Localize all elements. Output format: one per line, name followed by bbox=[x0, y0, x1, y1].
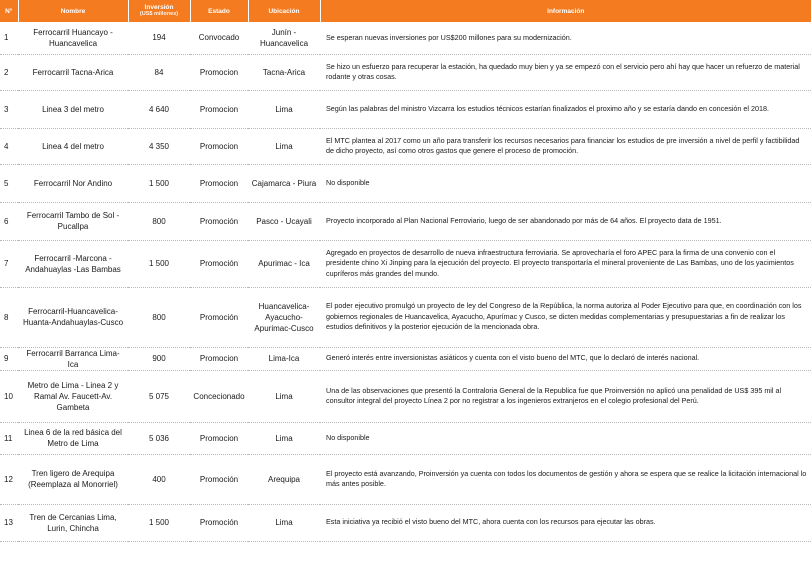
row-nombre: Tren ligero de Arequipa (Reemplaza al Monorriel) bbox=[18, 454, 128, 504]
row-num: 3 bbox=[0, 90, 18, 128]
row-nombre: Ferrocarril Huancayo - Huancavelica bbox=[18, 22, 128, 54]
row-estado: Promoción bbox=[190, 454, 248, 504]
table-row bbox=[0, 202, 811, 240]
row-estado: Convocado bbox=[190, 22, 248, 54]
row-ubicacion: Lima bbox=[248, 370, 320, 422]
header-inversion-unit: (US$ millones) bbox=[139, 11, 179, 17]
header-nombre: Nombre bbox=[18, 0, 128, 22]
header-num: N° bbox=[0, 0, 18, 22]
row-num: 4 bbox=[0, 128, 18, 164]
row-num: 11 bbox=[0, 422, 18, 454]
row-num: 8 bbox=[0, 287, 18, 347]
row-ubicacion: Tacna-Arica bbox=[248, 54, 320, 90]
row-informacion: Se hizo un esfuerzo para recuperar la estación, ha quedado muy bien y ya se empezó con el servicio pero ahí hay que hacer un refuerzo de material rodante y otras cosas. bbox=[320, 54, 811, 90]
row-estado: Promoción bbox=[190, 202, 248, 240]
row-num: 9 bbox=[0, 347, 18, 370]
header-inversion bbox=[128, 0, 190, 22]
row-inversion: 4 640 bbox=[128, 90, 190, 128]
header-ubicacion: Ubicación bbox=[248, 0, 320, 22]
row-nombre: Linea 3 del metro bbox=[18, 90, 128, 128]
row-inversion: 1 500 bbox=[128, 504, 190, 541]
row-num: 13 bbox=[0, 504, 18, 541]
table-row bbox=[0, 504, 811, 541]
row-informacion: El proyecto está avanzando, Proinversión ya cuenta con todos los documentos de gestión y ahora se espera que se realice la licitación internacional lo más antes posible. bbox=[320, 454, 811, 504]
row-ubicacion: Lima bbox=[248, 504, 320, 541]
row-informacion: No disponible bbox=[320, 164, 811, 202]
row-num: 5 bbox=[0, 164, 18, 202]
row-estado: Promocion bbox=[190, 54, 248, 90]
row-num: 12 bbox=[0, 454, 18, 504]
row-estado: Concecionado bbox=[190, 370, 248, 422]
row-inversion: 5 036 bbox=[128, 422, 190, 454]
row-nombre: Ferrocarril -Marcona - Andahuaylas -Las Bambas bbox=[18, 240, 128, 287]
header-informacion: Información bbox=[320, 0, 811, 22]
row-nombre: Linea 6 de la red básica del Metro de Lima bbox=[18, 422, 128, 454]
row-estado: Promocion bbox=[190, 164, 248, 202]
table-row bbox=[0, 22, 811, 54]
table-row bbox=[0, 128, 811, 164]
table-row bbox=[0, 347, 811, 370]
row-nombre: Tren de Cercanias Lima, Lurin, Chincha bbox=[18, 504, 128, 541]
table-row bbox=[0, 422, 811, 454]
row-ubicacion: Apurimac - Ica bbox=[248, 240, 320, 287]
row-ubicacion: Pasco - Ucayali bbox=[248, 202, 320, 240]
table-row bbox=[0, 164, 811, 202]
row-estado: Promocion bbox=[190, 422, 248, 454]
row-estado: Promoción bbox=[190, 504, 248, 541]
row-inversion: 800 bbox=[128, 202, 190, 240]
table-header-row bbox=[0, 0, 811, 22]
row-nombre: Metro de Lima - Linea 2 y Ramal Av. Faucett-Av. Gambeta bbox=[18, 370, 128, 422]
row-inversion: 800 bbox=[128, 287, 190, 347]
row-estado: Promocion bbox=[190, 90, 248, 128]
table-row bbox=[0, 287, 811, 347]
table-row bbox=[0, 90, 811, 128]
row-estado: Promocion bbox=[190, 347, 248, 370]
row-estado: Promoción bbox=[190, 240, 248, 287]
row-nombre: Ferrocarril Nor Andino bbox=[18, 164, 128, 202]
table-row bbox=[0, 240, 811, 287]
row-informacion: Una de las observaciones que presentó la Contraloria General de la Republica fue que Proinversión no aplicó una penalidad de US$ 395 mil al consultor integral del proyecto Línea 2 por no registrar a los ingenieros extranjeros en el colegio profesional del Perú. bbox=[320, 370, 811, 422]
row-informacion: Agregado en proyectos de desarrollo de nueva infraestructura ferroviaria. Se aprovecharía el foro APEC para la firma de una convenio con el presidente chino Xi Jinping para la ejecución del proyecto. El proyecto transportaría el mineral proveniente de Las Bambas, uno de los yacimientos cupríferos más grandes del mundo. bbox=[320, 240, 811, 287]
row-num: 10 bbox=[0, 370, 18, 422]
row-ubicacion: Cajamarca - Piura bbox=[248, 164, 320, 202]
row-ubicacion: Arequipa bbox=[248, 454, 320, 504]
row-inversion: 1 500 bbox=[128, 164, 190, 202]
row-ubicacion: Lima bbox=[248, 90, 320, 128]
row-informacion: Proyecto incorporado al Plan Nacional Ferroviario, luego de ser abandonado por más de 64 años. El proyecto data de 1951. bbox=[320, 202, 811, 240]
row-num: 6 bbox=[0, 202, 18, 240]
row-estado: Promoción bbox=[190, 287, 248, 347]
row-nombre: Ferrocarril-Huancavelica-Huanta-Andahuaylas-Cusco bbox=[18, 287, 128, 347]
row-nombre: Ferrocarril Barranca Lima-Ica bbox=[18, 347, 128, 370]
row-informacion: Generó interés entre inversionistas asiáticos y cuenta con el visto bueno del MTC, que lo declaró de interés nacional. bbox=[320, 347, 811, 370]
row-num: 1 bbox=[0, 22, 18, 54]
row-ubicacion: Junín - Huancavelica bbox=[248, 22, 320, 54]
header-inversion-label: Inversión bbox=[144, 4, 174, 11]
row-inversion: 4 350 bbox=[128, 128, 190, 164]
header-estado: Estado bbox=[190, 0, 248, 22]
row-nombre: Linea 4 del metro bbox=[18, 128, 128, 164]
table-row bbox=[0, 370, 811, 422]
row-inversion: 1 500 bbox=[128, 240, 190, 287]
row-nombre: Ferrocarril Tambo de Sol - Pucallpa bbox=[18, 202, 128, 240]
row-ubicacion: Lima bbox=[248, 128, 320, 164]
row-inversion: 400 bbox=[128, 454, 190, 504]
row-nombre: Ferrocarril Tacna-Arica bbox=[18, 54, 128, 90]
row-inversion: 194 bbox=[128, 22, 190, 54]
table-row bbox=[0, 54, 811, 90]
row-num: 2 bbox=[0, 54, 18, 90]
row-ubicacion: Lima-Ica bbox=[248, 347, 320, 370]
row-informacion: Esta iniciativa ya recibió el visto bueno del MTC, ahora cuenta con los recursos para ejecutar las obras. bbox=[320, 504, 811, 541]
row-ubicacion: Lima bbox=[248, 422, 320, 454]
row-estado: Promocion bbox=[190, 128, 248, 164]
row-informacion: El MTC plantea al 2017 como un año para transferir los recursos necesarios para financiar los estudios de pre inversión a nivel de perfil y factibilidad de dicho proyecto, así como otros gastos que genere el proceso de promoción. bbox=[320, 128, 811, 164]
row-informacion: Según las palabras del ministro Vizcarra los estudios técnicos estarían finalizados el proximo año y se estaría dando en concesión el 2018. bbox=[320, 90, 811, 128]
row-informacion: Se esperan nuevas inversiones por US$200 millones para su modernización. bbox=[320, 22, 811, 54]
row-ubicacion: Huancavelica-Ayacucho-Apurimac-Cusco bbox=[248, 287, 320, 347]
row-informacion: El poder ejecutivo promulgó un proyecto de ley del Congreso de la República, la norma autoriza al Poder Ejecutivo para que, en coordinación con los gobiernos regionales de Huancavelica, Ayacucho, Apurímac y Cusco, se dicten medidas complementarias y presupuestarias a fin de realizar los estudios definitivos y la posterior ejecución de la mencionada obra. bbox=[320, 287, 811, 347]
row-inversion: 900 bbox=[128, 347, 190, 370]
row-num: 7 bbox=[0, 240, 18, 287]
row-inversion: 5 075 bbox=[128, 370, 190, 422]
table-row bbox=[0, 454, 811, 504]
row-inversion: 84 bbox=[128, 54, 190, 90]
row-informacion: No disponible bbox=[320, 422, 811, 454]
